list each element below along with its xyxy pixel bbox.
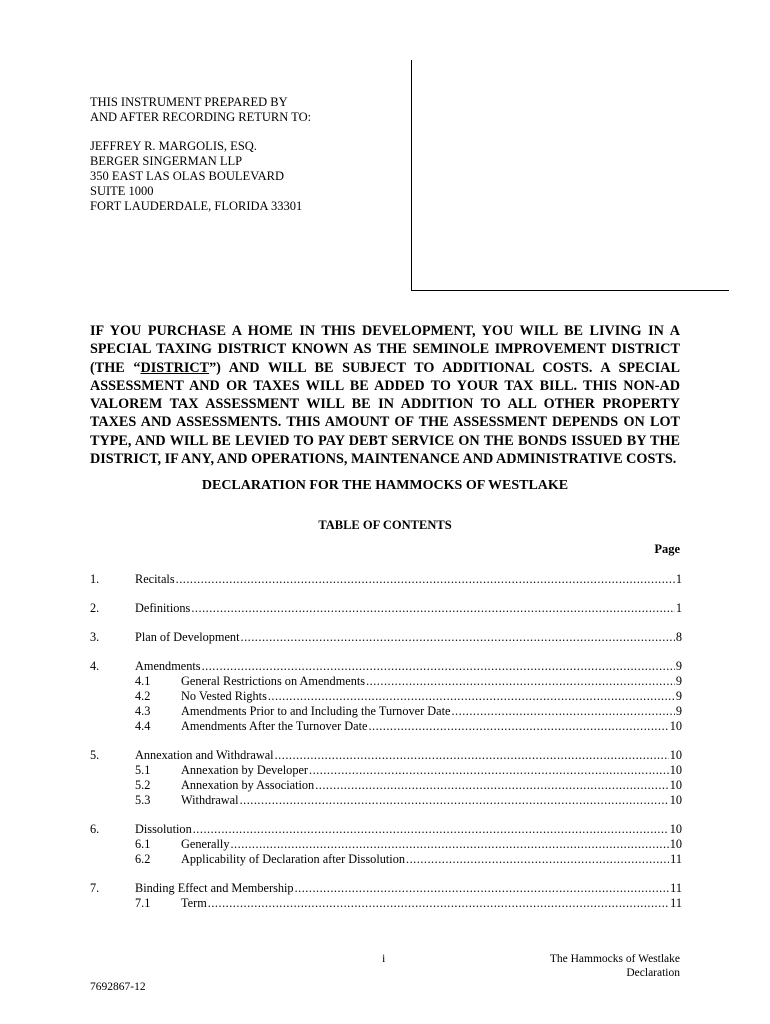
toc-leader-dots <box>275 748 669 763</box>
toc-subentry <box>90 689 682 704</box>
toc-entry-title: Amendments <box>135 659 201 673</box>
toc-subentry-page: 9 <box>675 674 682 688</box>
toc-leader-dots <box>191 601 675 616</box>
toc-leader-dots <box>193 822 669 837</box>
toc-leader-dots <box>451 704 674 719</box>
return-address-block <box>90 95 311 214</box>
toc-leader-dots <box>368 719 668 734</box>
notice-district-term: DISTRICT <box>140 359 210 376</box>
toc-entry <box>90 748 682 763</box>
toc-entry-number: 7. <box>90 881 100 895</box>
recording-box-bottom-border <box>411 290 729 291</box>
toc-subentry-number: 6.1 <box>135 837 151 851</box>
toc-subentry-page: 10 <box>669 719 682 733</box>
suite: SUITE 1000 <box>90 184 154 198</box>
toc-entry-page: 11 <box>670 881 682 895</box>
footer-doc-name-line2: Declaration <box>626 967 680 979</box>
toc-section <box>90 881 682 911</box>
recording-box-left-border <box>411 60 412 291</box>
toc-subentry-title: No Vested Rights <box>181 689 267 703</box>
toc-subentry-title: Applicability of Declaration after Dissolution <box>181 852 406 866</box>
toc-subentry-title: Generally <box>181 837 230 851</box>
toc-subentry <box>90 778 682 793</box>
toc-subentry <box>90 719 682 734</box>
toc-leader-dots <box>176 572 675 587</box>
toc-subentry-number: 5.2 <box>135 778 151 792</box>
special-district-notice <box>90 322 680 468</box>
toc-subentry-number: 4.1 <box>135 674 151 688</box>
toc-subentry <box>90 896 682 911</box>
toc-section <box>90 748 682 808</box>
toc-leader-dots <box>406 852 669 867</box>
toc-leader-dots <box>241 630 675 645</box>
toc-entry-number: 6. <box>90 822 100 836</box>
notice-text-part1: IF YOU PURCHASE A HOME IN THIS DEVELOPMENT, YOU WILL BE LIVING IN A SPECIAL TAXING DISTRICT KNOWN AS THE SEMINOLE IMPROVEMENT DISTRICT (THE “ <box>90 323 680 376</box>
toc-entry <box>90 881 682 896</box>
toc-entry-title: Definitions <box>135 601 191 615</box>
toc-leader-dots <box>208 896 669 911</box>
toc-subentry-number: 7.1 <box>135 896 151 910</box>
toc-entry-title: Recitals <box>135 572 175 586</box>
toc-title: TABLE OF CONTENTS <box>318 518 452 532</box>
document-id: 7692867-12 <box>90 981 146 993</box>
toc-subentry-page: 10 <box>669 778 682 792</box>
toc-entry-title: Binding Effect and Membership <box>135 881 294 895</box>
toc-entry <box>90 630 682 645</box>
notice-text-part2: ”) AND WILL BE SUBJECT TO ADDITIONAL COSTS. A SPECIAL ASSESSMENT AND OR TAXES WILL BE ADDED TO YOUR TAX BILL. THIS NON-AD VALOREM TAX ASSESSMENT WILL BE IN ADDITION TO ALL OTHER PROPERTY TAXES AND ASSESSMENTS. THIS AMOUNT OF THE ASSESSMENT DEPENDS ON LOT TYPE, AND WILL BE LEVIED TO PAY DEBT SERVICE ON THE BONDS ISSUED BY THE DISTRICT, IF ANY, AND OPERATIONS, MAINTENANCE AND ADMINISTRATIVE COSTS. <box>90 359 680 468</box>
toc-entry-number: 5. <box>90 748 100 762</box>
toc-subentry-page: 9 <box>675 689 682 703</box>
toc-subentry-page: 11 <box>670 896 682 910</box>
toc-entry-page: 9 <box>675 659 682 673</box>
attorney-name: JEFFREY R. MARGOLIS, ESQ. <box>90 139 257 153</box>
toc-leader-dots <box>366 674 675 689</box>
toc-subentry-title: General Restrictions on Amendments <box>181 674 366 688</box>
toc-subentry-page: 10 <box>669 837 682 851</box>
footer-document-name <box>550 952 680 980</box>
toc-subentry-title: Annexation by Association <box>181 778 315 792</box>
toc-entry-number: 4. <box>90 659 100 673</box>
toc-subentry-title: Amendments After the Turnover Date <box>181 719 368 733</box>
toc-entry <box>90 601 682 616</box>
toc-entry-title: Dissolution <box>135 822 192 836</box>
toc-subentry-number: 5.1 <box>135 763 151 777</box>
toc-leader-dots <box>315 778 669 793</box>
page-number: i <box>382 951 386 965</box>
toc-page-header: Page <box>654 542 680 556</box>
street-address: 350 EAST LAS OLAS BOULEVARD <box>90 169 285 183</box>
toc-section <box>90 572 682 587</box>
toc-subentry <box>90 793 682 808</box>
toc-subentry-number: 4.4 <box>135 719 151 733</box>
toc-subentry <box>90 837 682 852</box>
toc-section <box>90 601 682 616</box>
toc-entry-page: 10 <box>669 822 682 836</box>
prepared-by-line: THIS INSTRUMENT PREPARED BY <box>90 95 288 109</box>
toc-subentry-page: 10 <box>669 793 682 807</box>
toc-leader-dots <box>230 837 668 852</box>
toc-subentry-title: Withdrawal <box>181 793 239 807</box>
toc-subentry-page: 11 <box>670 852 682 866</box>
toc-subentry <box>90 674 682 689</box>
toc-subentry <box>90 704 682 719</box>
toc-entry-page: 10 <box>669 748 682 762</box>
toc-leader-dots <box>202 659 675 674</box>
toc-subentry-number: 4.2 <box>135 689 151 703</box>
table-of-contents <box>90 572 682 925</box>
toc-entry <box>90 659 682 674</box>
toc-entry-number: 3. <box>90 630 100 644</box>
city-state-zip: FORT LAUDERDALE, FLORIDA 33301 <box>90 199 303 213</box>
toc-subentry <box>90 852 682 867</box>
footer-doc-name-line1: The Hammocks of Westlake <box>549 953 680 965</box>
toc-subentry-title: Annexation by Developer <box>181 763 309 777</box>
toc-subentry-page: 10 <box>669 763 682 777</box>
toc-entry-title: Annexation and Withdrawal <box>135 748 274 762</box>
toc-subentry-title: Term <box>181 896 207 910</box>
toc-entry-page: 1 <box>675 572 682 586</box>
toc-leader-dots <box>309 763 669 778</box>
toc-subentry-number: 5.3 <box>135 793 151 807</box>
toc-entry-number: 1. <box>90 572 100 586</box>
toc-entry-number: 2. <box>90 601 100 615</box>
return-to-line: AND AFTER RECORDING RETURN TO: <box>90 110 312 124</box>
toc-entry-title: Plan of Development <box>135 630 240 644</box>
toc-section <box>90 630 682 645</box>
firm-name: BERGER SINGERMAN LLP <box>90 154 243 168</box>
toc-leader-dots <box>240 793 669 808</box>
toc-leader-dots <box>295 881 670 896</box>
toc-leader-dots <box>268 689 675 704</box>
toc-subentry-number: 6.2 <box>135 852 151 866</box>
toc-subentry-number: 4.3 <box>135 704 151 718</box>
declaration-title: DECLARATION FOR THE HAMMOCKS OF WESTLAKE <box>201 478 569 493</box>
toc-subentry-title: Amendments Prior to and Including the Turnover Date <box>181 704 451 718</box>
toc-section <box>90 659 682 734</box>
toc-entry-page: 8 <box>675 630 682 644</box>
toc-entry <box>90 572 682 587</box>
toc-section <box>90 822 682 867</box>
toc-entry <box>90 822 682 837</box>
toc-subentry <box>90 763 682 778</box>
toc-subentry-page: 9 <box>675 704 682 718</box>
toc-entry-page: 1 <box>675 601 682 615</box>
